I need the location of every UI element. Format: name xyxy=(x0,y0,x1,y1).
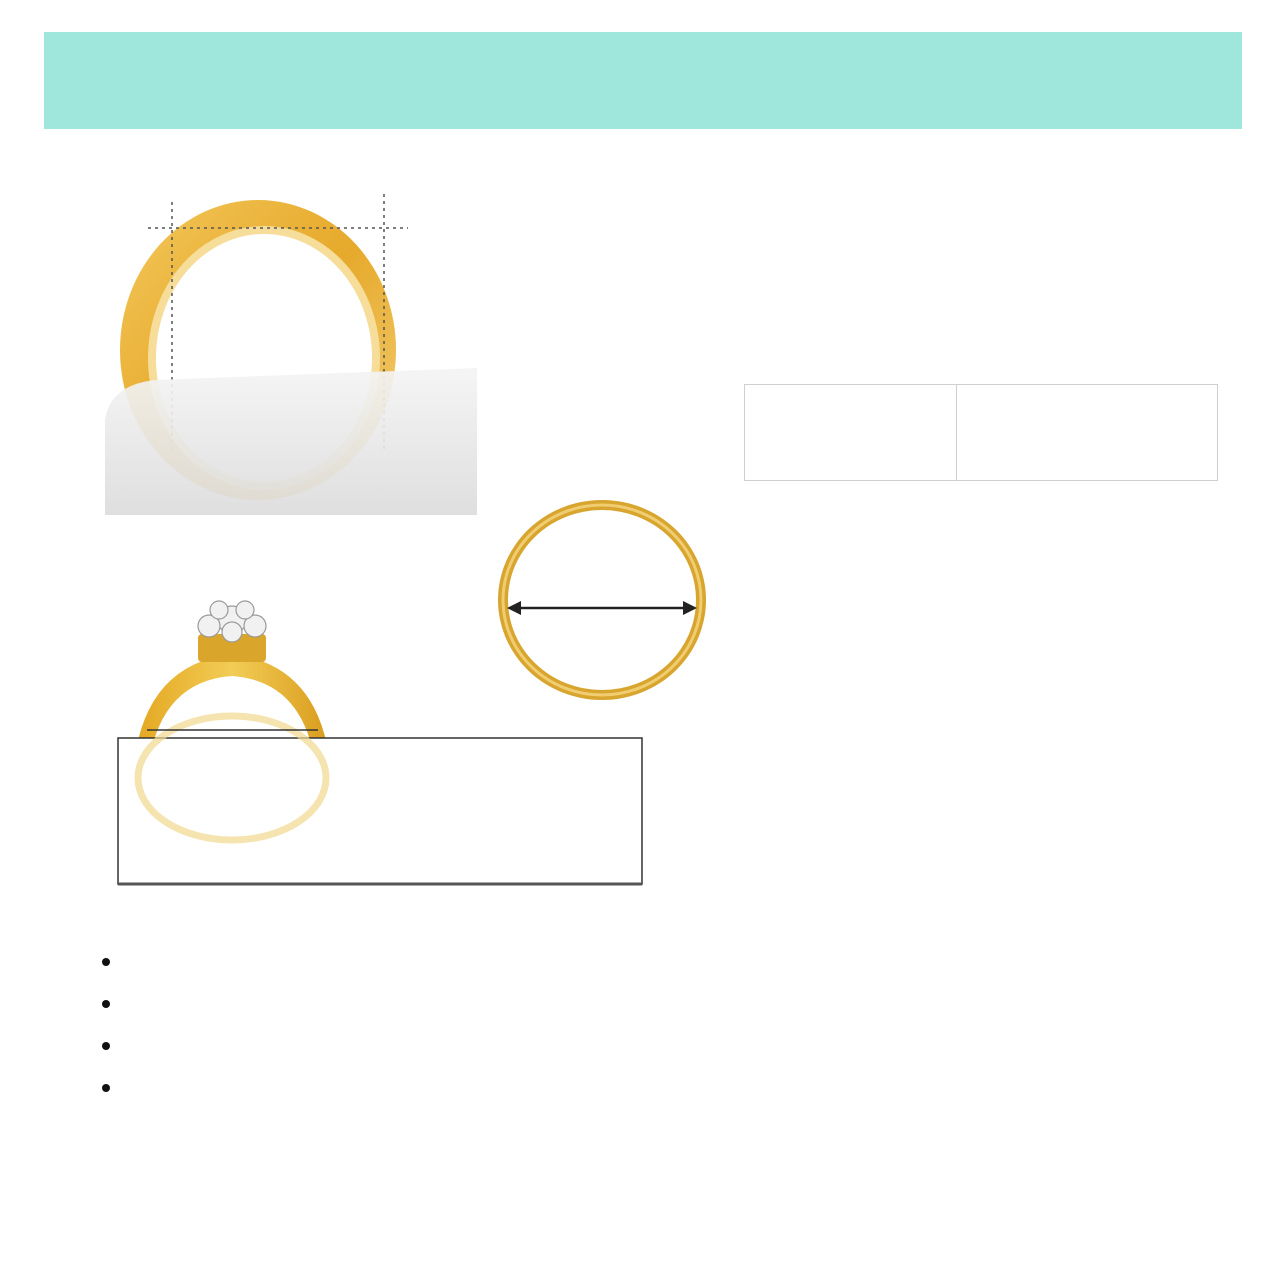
list-item xyxy=(124,1066,712,1108)
ring-size-table xyxy=(744,384,1218,481)
title-banner xyxy=(44,32,1242,129)
ring-on-ruler-illustration xyxy=(100,180,485,515)
table-header-row xyxy=(745,385,1218,481)
important-section xyxy=(72,934,712,1108)
important-list xyxy=(72,940,712,1108)
diamond-stones xyxy=(198,601,266,642)
list-item xyxy=(124,940,712,982)
solitaire-ring-ruler-illustration xyxy=(110,598,650,890)
header-size xyxy=(745,385,957,481)
header-measure xyxy=(957,385,1218,481)
list-item xyxy=(124,982,712,1024)
list-item xyxy=(124,1024,712,1066)
cm-ruler-body xyxy=(118,738,642,884)
ruler-body xyxy=(105,368,477,515)
